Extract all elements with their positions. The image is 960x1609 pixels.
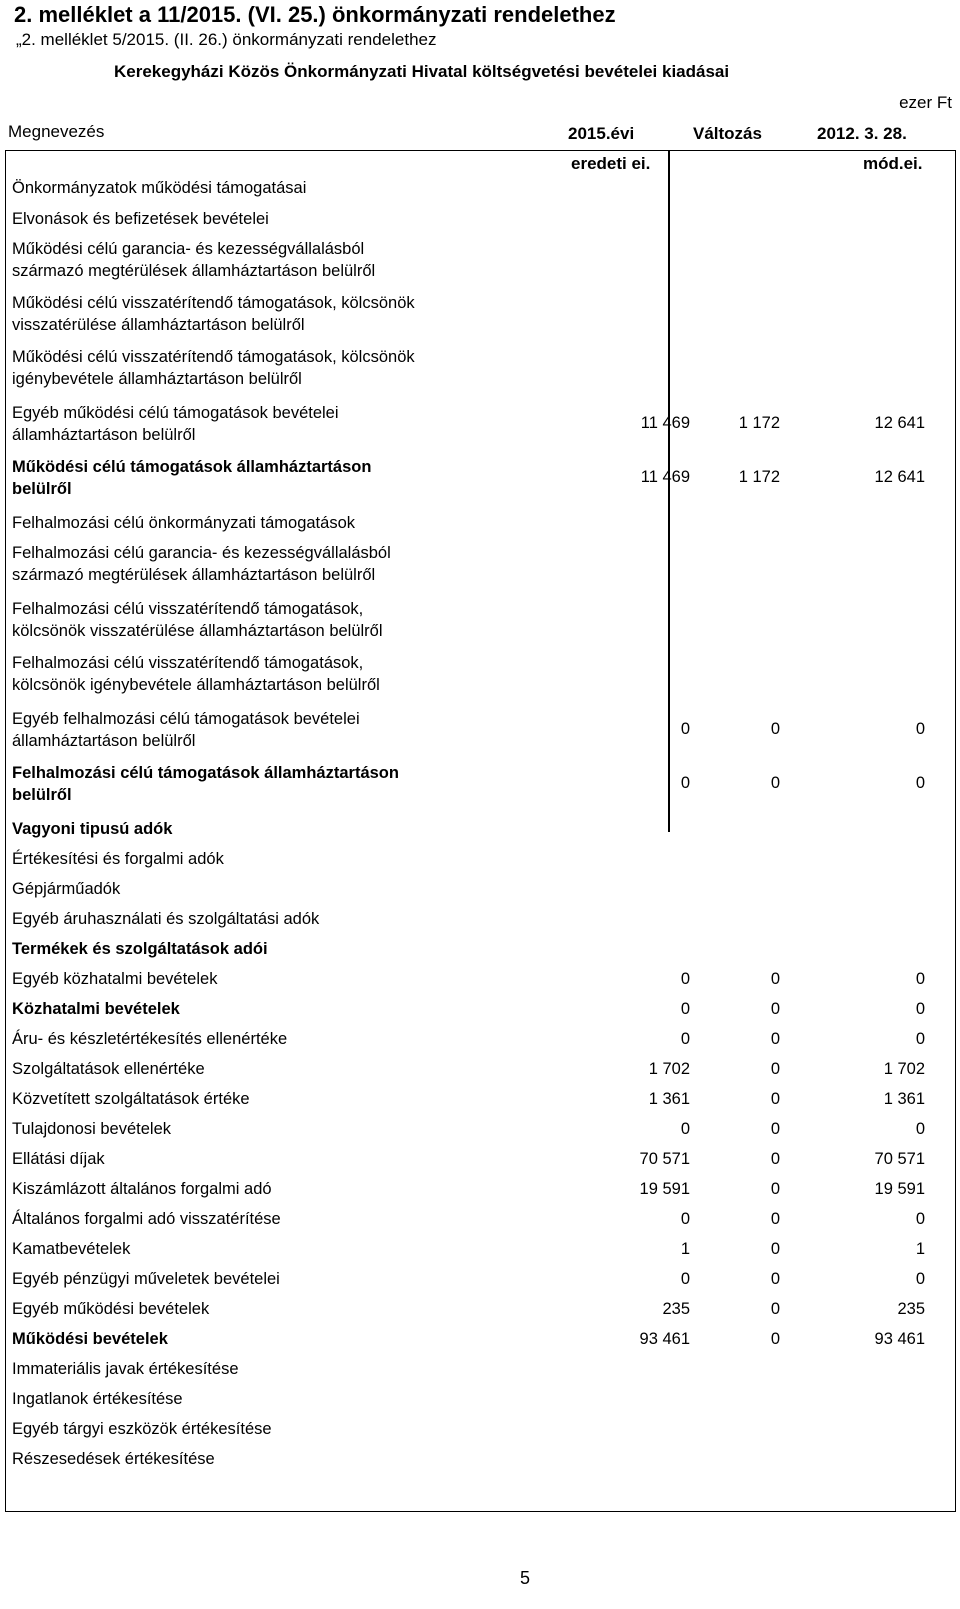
value-change: 0 — [770, 1180, 780, 1198]
row-label: Működési célú visszatérítendő támogatások, kölcsönök — [12, 348, 415, 366]
value-modified: 1 361 — [883, 1090, 925, 1108]
table-row — [12, 1448, 532, 1470]
row-label: Ingatlanok értékesítése — [12, 1390, 183, 1408]
value-modified: 19 591 — [874, 1180, 925, 1198]
table-row — [12, 1058, 532, 1080]
table-row — [12, 1148, 532, 1170]
value-modified: 0 — [915, 1270, 925, 1288]
annex-subheading: „2. melléklet 5/2015. (II. 26.) önkormányzati rendelethez — [16, 30, 437, 49]
value-modified: 70 571 — [874, 1150, 925, 1168]
table-row — [12, 1028, 532, 1050]
row-label: Önkormányzatok működési támogatásai — [12, 179, 307, 197]
document-title: Kerekegyházi Közös Önkormányzati Hivatal költségvetési bevételei kiadásai — [114, 62, 730, 81]
annex-heading: 2. melléklet a 11/2015. (VI. 25.) önkormányzati rendelethez — [14, 2, 616, 27]
value-original: 11 469 — [640, 468, 690, 486]
row-label: Egyéb pénzügyi műveletek bevételei — [12, 1270, 280, 1288]
value-change: 1 172 — [738, 414, 780, 432]
value-change: 0 — [770, 1330, 780, 1348]
value-change: 0 — [770, 1150, 780, 1168]
table-row — [12, 1268, 532, 1290]
table-row — [12, 1238, 532, 1260]
table-row — [12, 402, 532, 446]
table-row — [12, 1328, 532, 1350]
value-modified: 1 — [915, 1240, 925, 1258]
table-row — [12, 652, 532, 696]
row-label: Részesedések értékesítése — [12, 1450, 215, 1468]
value-original: 0 — [680, 1120, 690, 1138]
table-row — [12, 542, 532, 586]
table-row — [12, 762, 532, 806]
unit-label: ezer Ft — [899, 93, 952, 112]
value-original: 93 461 — [639, 1330, 690, 1348]
row-label: Egyéb közhatalmi bevételek — [12, 970, 218, 988]
table-row — [12, 1388, 532, 1410]
value-change: 1 172 — [738, 468, 780, 486]
value-original: 0 — [680, 1030, 690, 1048]
value-modified: 0 — [915, 1210, 925, 1228]
value-modified: 0 — [915, 774, 925, 792]
row-label: Felhalmozási célú támogatások államháztartáson — [12, 764, 399, 782]
row-label: igénybevétele államháztartáson belülről — [12, 370, 302, 388]
value-modified: 235 — [897, 1300, 925, 1318]
table-row — [12, 1208, 532, 1230]
row-label: Egyéb felhalmozási célú támogatások bevételei — [12, 710, 360, 728]
row-label: Áru- és készletértékesítés ellenértéke — [12, 1030, 288, 1048]
table-row — [12, 598, 532, 642]
row-label: kölcsönök visszatérülése államháztartáson belülről — [12, 622, 383, 640]
table-row — [12, 292, 532, 336]
table-row — [12, 512, 532, 534]
table-row — [12, 818, 532, 840]
value-change: 0 — [770, 774, 780, 792]
row-label: Egyéb tárgyi eszközök értékesítése — [12, 1420, 272, 1438]
row-label: Működési célú visszatérítendő támogatások, kölcsönök — [12, 294, 415, 312]
row-label: Vagyoni tipusú adók — [12, 820, 173, 838]
table-row — [12, 938, 532, 960]
value-modified: 0 — [915, 970, 925, 988]
value-modified: 0 — [915, 1000, 925, 1018]
row-label: belülről — [12, 480, 72, 498]
value-modified: 93 461 — [874, 1330, 925, 1348]
table-row — [12, 1418, 532, 1440]
row-label: Működési célú támogatások államháztartáson — [12, 458, 372, 476]
value-original: 19 591 — [639, 1180, 690, 1198]
value-change: 0 — [770, 1210, 780, 1228]
value-change: 0 — [770, 720, 780, 738]
value-change: 0 — [770, 1090, 780, 1108]
table-row — [12, 1178, 532, 1200]
value-change: 0 — [770, 1030, 780, 1048]
row-label: Általános forgalmi adó visszatérítése — [12, 1210, 281, 1228]
value-original: 0 — [680, 1000, 690, 1018]
value-original: 0 — [680, 720, 690, 738]
row-label: Működési bevételek — [12, 1330, 168, 1348]
row-label: államháztartáson belülről — [12, 732, 196, 750]
row-label: Értékesítési és forgalmi adók — [12, 850, 224, 868]
table-row — [12, 238, 532, 282]
table-row — [12, 968, 532, 990]
page-number: 5 — [520, 1568, 531, 1588]
value-modified: 0 — [915, 1120, 925, 1138]
table-row — [12, 346, 532, 390]
row-label: Egyéb áruhasználati és szolgáltatási adók — [12, 910, 320, 928]
value-change: 0 — [770, 1300, 780, 1318]
value-original: 0 — [680, 970, 690, 988]
table-row — [12, 998, 532, 1020]
row-label: Közvetített szolgáltatások értéke — [12, 1090, 250, 1108]
value-original: 0 — [680, 1210, 690, 1228]
row-label: származó megtérülések államháztartáson belülről — [12, 566, 376, 584]
table-row — [12, 1298, 532, 1320]
table-row — [12, 848, 532, 870]
row-label: Immateriális javak értékesítése — [12, 1360, 239, 1378]
value-original: 70 571 — [639, 1150, 690, 1168]
table-row — [12, 708, 532, 752]
row-label: származó megtérülések államháztartáson belülről — [12, 262, 376, 280]
table-row — [12, 177, 532, 199]
row-label: Közhatalmi bevételek — [12, 1000, 180, 1018]
row-label: Kamatbevételek — [12, 1240, 131, 1258]
column-header-original: 2015.évi — [568, 124, 635, 143]
row-label: kölcsönök igénybevétele államháztartáson belülről — [12, 676, 380, 694]
row-label: Gépjárműadók — [12, 880, 121, 898]
table-row — [12, 1118, 532, 1140]
column-subheader-original: eredeti ei. — [571, 154, 651, 173]
value-original: 235 — [662, 1300, 690, 1318]
row-label: Tulajdonosi bevételek — [12, 1120, 171, 1138]
row-label: Szolgáltatások ellenértéke — [12, 1060, 205, 1078]
row-label: Felhalmozási célú visszatérítendő támogatások, — [12, 600, 364, 618]
value-change: 0 — [770, 1120, 780, 1138]
row-label: Kiszámlázott általános forgalmi adó — [12, 1180, 272, 1198]
value-original: 1 702 — [648, 1060, 690, 1078]
column-subheader-modified: mód.ei. — [863, 154, 923, 173]
column-header-modified: 2012. 3. 28. — [817, 124, 907, 143]
value-change: 0 — [770, 1240, 780, 1258]
value-modified: 0 — [915, 720, 925, 738]
column-header-name: Megnevezés — [8, 122, 105, 141]
row-label: államháztartáson belülről — [12, 426, 196, 444]
value-change: 0 — [770, 1060, 780, 1078]
value-modified: 12 641 — [874, 414, 925, 432]
value-original: 0 — [680, 1270, 690, 1288]
table-row — [12, 878, 532, 900]
row-label: visszatérülése államháztartáson belülről — [12, 316, 305, 334]
row-label: Egyéb működési bevételek — [12, 1300, 210, 1318]
table-row — [12, 1088, 532, 1110]
value-original: 0 — [680, 774, 690, 792]
value-original: 1 361 — [648, 1090, 690, 1108]
value-modified: 0 — [915, 1030, 925, 1048]
row-label: Elvonások és befizetések bevételei — [12, 210, 269, 228]
table-row — [12, 456, 532, 500]
value-original: 1 — [680, 1240, 690, 1258]
table-row — [12, 1358, 532, 1380]
row-label: Ellátási díjak — [12, 1150, 105, 1168]
row-label: Egyéb működési célú támogatások bevételei — [12, 404, 339, 422]
row-label: Termékek és szolgáltatások adói — [12, 940, 268, 958]
row-label: Felhalmozási célú garancia- és kezességvállalásból — [12, 544, 391, 562]
value-modified: 12 641 — [874, 468, 925, 486]
value-modified: 1 702 — [883, 1060, 925, 1078]
value-change: 0 — [770, 970, 780, 988]
row-label: Felhalmozási célú önkormányzati támogatások — [12, 514, 355, 532]
table-row — [12, 208, 532, 230]
column-divider — [668, 150, 670, 832]
row-label: Felhalmozási célú visszatérítendő támogatások, — [12, 654, 364, 672]
column-header-change: Változás — [693, 124, 762, 143]
value-original: 11 469 — [640, 414, 690, 432]
row-label: belülről — [12, 786, 72, 804]
value-change: 0 — [770, 1270, 780, 1288]
table-row — [12, 908, 532, 930]
row-label: Működési célú garancia- és kezességvállalásból — [12, 240, 365, 258]
value-change: 0 — [770, 1000, 780, 1018]
